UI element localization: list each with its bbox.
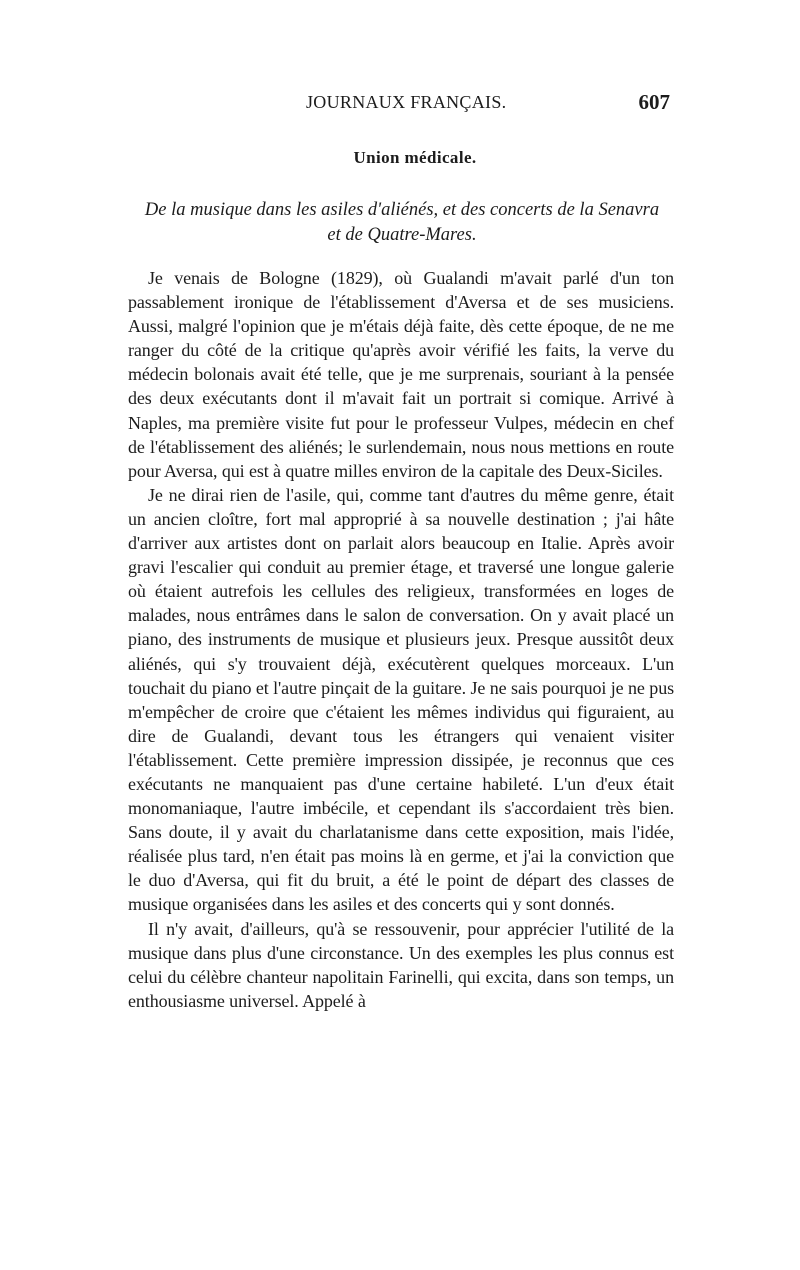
page-number: 607 xyxy=(638,90,670,114)
paragraph-3: Il n'y avait, d'ailleurs, qu'à se ressouvenir, pour apprécier l'utilité de la musique dans plus d'une circonstance. Un des exemples les plus connus est celui du célèbre chanteur napolitain Farinelli, qui excita, dans son temps, un enthousiasme universel. Appelé à xyxy=(128,918,674,1011)
paragraph-1: Je venais de Bologne (1829), où Gualandi m'avait parlé d'un ton passablement ironique de l'établissement d'Aversa et de ses musiciens. Aussi, malgré l'opinion que je m'étais déjà faite, dès cette époque, de ne me ranger du côté de la critique qu'après avoir vérifié les faits, la verve du médecin bolonais avait été telle, que je me surprenais, souriant à la pensée des deux exécutants dont il m'avait fait un portrait si comique. Arrivé à Naples, ma première visite fut pour le professeur Vulpes, médecin en chef de l'établissement des aliénés; le surlendemain, nous nous mettions en route pour Aversa, qui est à quatre milles environ de la capitale des Deux-Siciles. xyxy=(128,268,674,481)
section-title: Union médicale. xyxy=(353,148,477,167)
article-title xyxy=(128,198,676,248)
article-title-line-2: et de Quatre-Mares. xyxy=(327,225,477,245)
paragraph-2: Je ne dirai rien de l'asile, qui, comme tant d'autres du même genre, était un ancien cloître, fort mal approprié à sa nouvelle destination ; j'ai hâte d'arriver aux artistes dont on parlait alors beaucoup en Italie. Après avoir gravi l'escalier qui conduit au premier étage, et traversé une longue galerie où étaient autrefois les cellules des religieux, transformées en loges de malades, nous entrâmes dans le salon de conversation. On y avait placé un piano, des instruments de musique et plusieurs jeux. Presque aussitôt deux aliénés, qui s'y trouvaient déjà, exécutèrent quelques morceaux. L'un touchait du piano et l'autre pinçait de la guitare. Je ne sais pourquoi je ne pus m'empêcher de croire que c'étaient les mêmes individus qui figuraient, au dire de Gualandi, devant tous les étrangers qui venaient visiter l'établissement. Cette première impression dissipée, je reconnus que ces exécutants ne manquaient pas d'une certaine habileté. L'un d'eux était monomaniaque, l'autre imbécile, et cependant ils s'accordaient très bien. Sans doute, il y avait du charlatanisme dans cette exposition, mais l'idée, réalisée plus tard, n'en était pas moins là en germe, et j'ai la conviction que le duo d'Aversa, qui fit du bruit, a été le point de départ des classes de musique organisées dans les asiles et des concerts qui y sont donnés. xyxy=(128,484,674,915)
article-title-line-1: De la musique dans les asiles d'aliénés, et des concerts de la Senavra xyxy=(144,200,660,220)
article-body xyxy=(128,266,674,1013)
running-header xyxy=(128,92,670,118)
running-title: JOURNAUX FRANÇAIS. xyxy=(306,92,507,112)
